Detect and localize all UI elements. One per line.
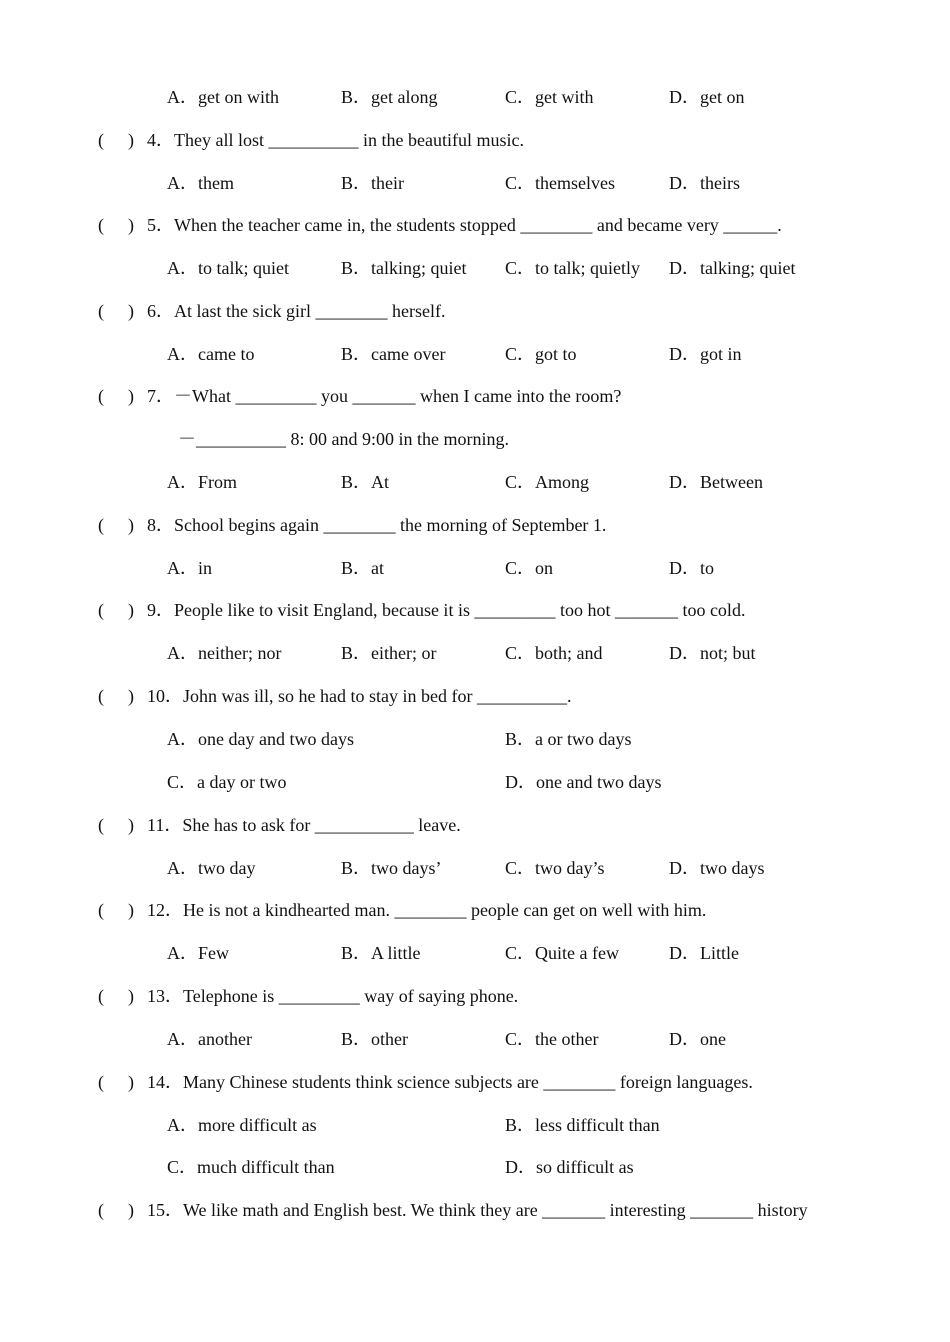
q7-option-c[interactable]: C．Among [505, 472, 590, 492]
q7-option-b[interactable]: B．At [341, 472, 390, 492]
answer-paren-close[interactable]: ) [128, 215, 134, 235]
q8-option-b[interactable]: B．at [341, 558, 384, 578]
q6-option-d[interactable]: D．got in [669, 344, 742, 364]
question-text: 7．－What _________ you _______ when I came into the room? [147, 386, 622, 406]
answer-paren-open[interactable]: ( [98, 215, 104, 235]
q11-option-a[interactable]: A．two day [167, 858, 256, 878]
q4-option-a[interactable]: A．them [167, 173, 234, 193]
question-text: 4．They all lost __________ in the beautiful music. [147, 130, 524, 150]
answer-paren-open[interactable]: ( [98, 301, 104, 321]
question-text: 6．At last the sick girl ________ herself. [147, 301, 446, 321]
q11-option-d[interactable]: D．two days [669, 858, 765, 878]
answer-paren-close[interactable]: ) [128, 600, 134, 620]
answer-paren-open[interactable]: ( [98, 815, 104, 835]
question-text: 11．She has to ask for ___________ leave. [147, 815, 461, 835]
q5-option-d[interactable]: D．talking; quiet [669, 258, 796, 278]
q9-option-a[interactable]: A．neither; nor [167, 643, 282, 663]
q14-option-a[interactable]: A．more difficult as [167, 1115, 317, 1135]
answer-paren-open[interactable]: ( [98, 1072, 104, 1092]
question-text: 15．We like math and English best. We think they are _______ interesting _______ history [147, 1200, 808, 1220]
q6-option-c[interactable]: C．got to [505, 344, 577, 364]
answer-paren-open[interactable]: ( [98, 900, 104, 920]
q10-option-c[interactable]: C．a day or two [167, 772, 287, 792]
answer-paren-close[interactable]: ) [128, 386, 134, 406]
answer-paren-open[interactable]: ( [98, 986, 104, 1006]
answer-paren-close[interactable]: ) [128, 686, 134, 706]
q8-option-d[interactable]: D．to [669, 558, 714, 578]
question-text: 13．Telephone is _________ way of saying phone. [147, 986, 519, 1006]
answer-paren-close[interactable]: ) [128, 130, 134, 150]
q12-option-b[interactable]: B．A little [341, 943, 421, 963]
q5-option-a[interactable]: A．to talk; quiet [167, 258, 289, 278]
question-subline: －__________ 8: 00 and 9:00 in the morning. [178, 429, 509, 449]
answer-paren-open[interactable]: ( [98, 1200, 104, 1220]
question-text: 9．People like to visit England, because it is _________ too hot _______ too cold. [147, 600, 746, 620]
q7-option-a[interactable]: A．From [167, 472, 238, 492]
answer-paren-close[interactable]: ) [128, 515, 134, 535]
question-text: 14．Many Chinese students think science subjects are ________ foreign languages. [147, 1072, 753, 1092]
q10-option-a[interactable]: A．one day and two days [167, 729, 354, 749]
question-text: 10．John was ill, so he had to stay in bed for __________. [147, 686, 572, 706]
q7-option-d[interactable]: D．Between [669, 472, 763, 492]
q12-option-a[interactable]: A．Few [167, 943, 229, 963]
q9-option-d[interactable]: D．not; but [669, 643, 756, 663]
q4-option-c[interactable]: C．themselves [505, 173, 615, 193]
q10-option-b[interactable]: B．a or two days [505, 729, 632, 749]
q5-option-c[interactable]: C．to talk; quietly [505, 258, 640, 278]
answer-paren-open[interactable]: ( [98, 600, 104, 620]
q12-option-d[interactable]: D．Little [669, 943, 739, 963]
q9-option-c[interactable]: C．both; and [505, 643, 603, 663]
q4-option-b[interactable]: B．their [341, 173, 404, 193]
q13-option-d[interactable]: D．one [669, 1029, 726, 1049]
q8-option-c[interactable]: C．on [505, 558, 554, 578]
q10-option-d[interactable]: D．one and two days [505, 772, 662, 792]
answer-paren-close[interactable]: ) [128, 815, 134, 835]
q12-option-c[interactable]: C．Quite a few [505, 943, 619, 963]
q3-option-b[interactable]: B．get along [341, 87, 438, 107]
q13-option-a[interactable]: A．another [167, 1029, 252, 1049]
q9-option-b[interactable]: B．either; or [341, 643, 437, 663]
q11-option-b[interactable]: B．two days’ [341, 858, 442, 878]
q14-option-c[interactable]: C．much difficult than [167, 1157, 335, 1177]
q13-option-b[interactable]: B．other [341, 1029, 408, 1049]
answer-paren-close[interactable]: ) [128, 301, 134, 321]
q4-option-d[interactable]: D．theirs [669, 173, 740, 193]
q3-option-c[interactable]: C．get with [505, 87, 594, 107]
question-text: 12．He is not a kindhearted man. ________ people can get on well with him. [147, 900, 707, 920]
q6-option-a[interactable]: A．came to [167, 344, 255, 364]
q14-option-d[interactable]: D．so difficult as [505, 1157, 634, 1177]
answer-paren-open[interactable]: ( [98, 515, 104, 535]
answer-paren-open[interactable]: ( [98, 386, 104, 406]
question-text: 5．When the teacher came in, the students stopped ________ and became very ______. [147, 215, 782, 235]
q11-option-c[interactable]: C．two day’s [505, 858, 605, 878]
q14-option-b[interactable]: B．less difficult than [505, 1115, 660, 1135]
answer-paren-open[interactable]: ( [98, 686, 104, 706]
answer-paren-close[interactable]: ) [128, 900, 134, 920]
q13-option-c[interactable]: C．the other [505, 1029, 599, 1049]
q5-option-b[interactable]: B．talking; quiet [341, 258, 467, 278]
q3-option-d[interactable]: D．get on [669, 87, 745, 107]
q8-option-a[interactable]: A．in [167, 558, 212, 578]
answer-paren-close[interactable]: ) [128, 986, 134, 1006]
answer-paren-close[interactable]: ) [128, 1200, 134, 1220]
answer-paren-close[interactable]: ) [128, 1072, 134, 1092]
question-text: 8．School begins again ________ the morning of September 1. [147, 515, 607, 535]
answer-paren-open[interactable]: ( [98, 130, 104, 150]
q3-option-a[interactable]: A．get on with [167, 87, 279, 107]
q6-option-b[interactable]: B．came over [341, 344, 446, 364]
